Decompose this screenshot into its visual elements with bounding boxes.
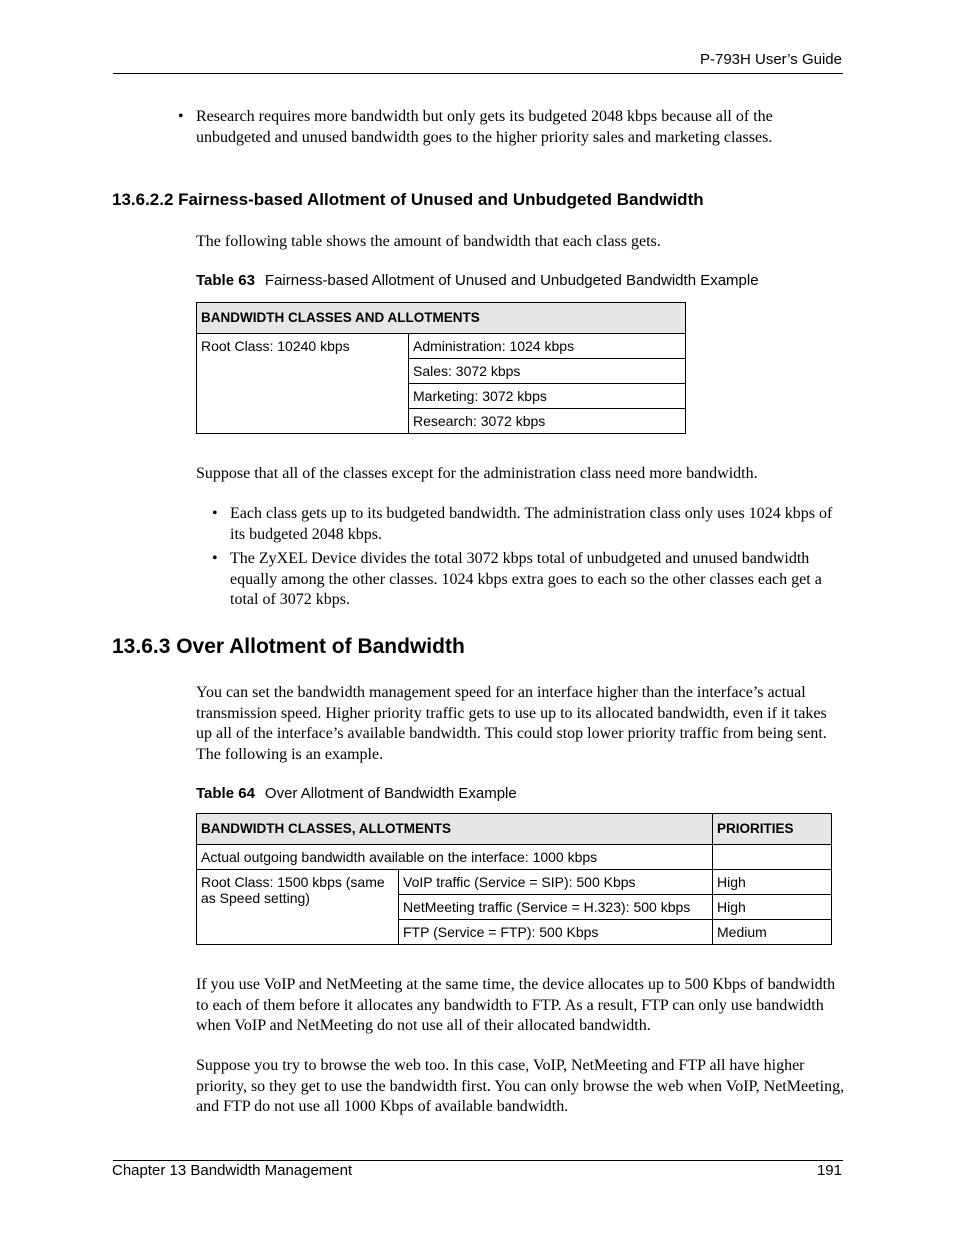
table-64-header-priorities: PRIORITIES — [713, 814, 832, 845]
list-item: • The ZyXEL Device divides the total 3072 kbps total of unbudgeted and unused bandwidth equally among the other classes. 1024 kbps extra goes to each so the other classes each get a total of 3072 kbps. — [212, 550, 822, 608]
table-63-root-cell: Root Class: 10240 kbps — [197, 334, 409, 434]
table-63-title: Fairness-based Allotment of Unused and Unbudgeted Bandwidth Example — [264, 272, 759, 289]
list-item: • Each class gets up to its budgeted bandwidth. The administration class only uses 1024 kbps of its budgeted 2048 kbps. — [212, 505, 833, 543]
table-64 — [196, 813, 832, 945]
section-1-bullet-list — [162, 504, 846, 615]
section-2-paragraph-1: You can set the bandwidth management speed for an interface higher than the interface’s actual transmission speed. Higher priority traffic gets to use up to its allocated bandwidth, even if it takes up all of the interface’s available bandwidth. This could stop lower priority traffic from being sent. The following is an example. — [196, 684, 827, 763]
table-row — [197, 870, 832, 895]
footer-rule — [113, 1160, 843, 1161]
table-64-actual-cell: Actual outgoing bandwidth available on the interface: 1000 kbps — [197, 845, 713, 870]
table-64-title: Over Allotment of Bandwidth Example — [264, 785, 517, 802]
table-64-cell: NetMeeting traffic (Service = H.323): 500 kbps — [399, 895, 713, 920]
footer-page-number: 191 — [816, 1162, 842, 1179]
top-bullet-list — [178, 107, 846, 152]
table-63-label: Table 63 — [196, 272, 255, 289]
table-63-caption — [196, 272, 759, 289]
table-row — [197, 334, 686, 359]
subsection-heading: 13.6.2.2 Fairness-based Allotment of Unused and Unbudgeted Bandwidth — [112, 190, 704, 209]
section-1-intro: The following table shows the amount of bandwidth that each class gets. — [196, 233, 661, 250]
table-64-root-cell: Root Class: 1500 kbps (same as Speed setting) — [197, 870, 399, 945]
table-63 — [196, 302, 686, 434]
table-63-cell: Administration: 1024 kbps — [409, 334, 686, 359]
section-1-after-paragraph: Suppose that all of the classes except for the administration class need more bandwidth. — [196, 465, 758, 482]
table-64-cell: High — [713, 870, 832, 895]
table-64-header-classes: BANDWIDTH CLASSES, ALLOTMENTS — [197, 814, 713, 845]
table-64-caption — [196, 785, 517, 802]
table-63-cell: Research: 3072 kbps — [409, 409, 686, 434]
table-64-cell — [713, 845, 832, 870]
table-64-label: Table 64 — [196, 785, 255, 802]
running-header-title: P-793H User’s Guide — [699, 51, 842, 68]
section-heading: 13.6.3 Over Allotment of Bandwidth — [112, 635, 465, 658]
header-rule — [113, 73, 843, 74]
table-64-cell: High — [713, 895, 832, 920]
section-2-paragraph-2: If you use VoIP and NetMeeting at the same time, the device allocates up to 500 Kbps of bandwidth to each of them before it allocates any bandwidth to FTP. As a result, FTP can only use bandwidth when VoIP and NetMeeting do not use all of their allocated bandwidth. — [196, 976, 836, 1034]
footer-chapter: Chapter 13 Bandwidth Management — [112, 1162, 353, 1179]
table-64-cell: FTP (Service = FTP): 500 Kbps — [399, 920, 713, 945]
list-item: • Research requires more bandwidth but only gets its budgeted 2048 kbps because all of the unbudgeted and unused bandwidth goes to the higher priority sales and marketing classes. — [178, 108, 773, 146]
table-row — [197, 845, 832, 870]
table-64-cell: VoIP traffic (Service = SIP): 500 Kbps — [399, 870, 713, 895]
table-63-cell: Sales: 3072 kbps — [409, 359, 686, 384]
table-64-cell: Medium — [713, 920, 832, 945]
table-63-cell: Marketing: 3072 kbps — [409, 384, 686, 409]
section-2-paragraph-3: Suppose you try to browse the web too. In this case, VoIP, NetMeeting and FTP all have higher priority, so they get to use the bandwidth first. You can only browse the web when VoIP, NetMeeting, and FTP do not use all 1000 Kbps of available bandwidth. — [196, 1057, 845, 1115]
table-63-header: BANDWIDTH CLASSES AND ALLOTMENTS — [197, 303, 686, 334]
